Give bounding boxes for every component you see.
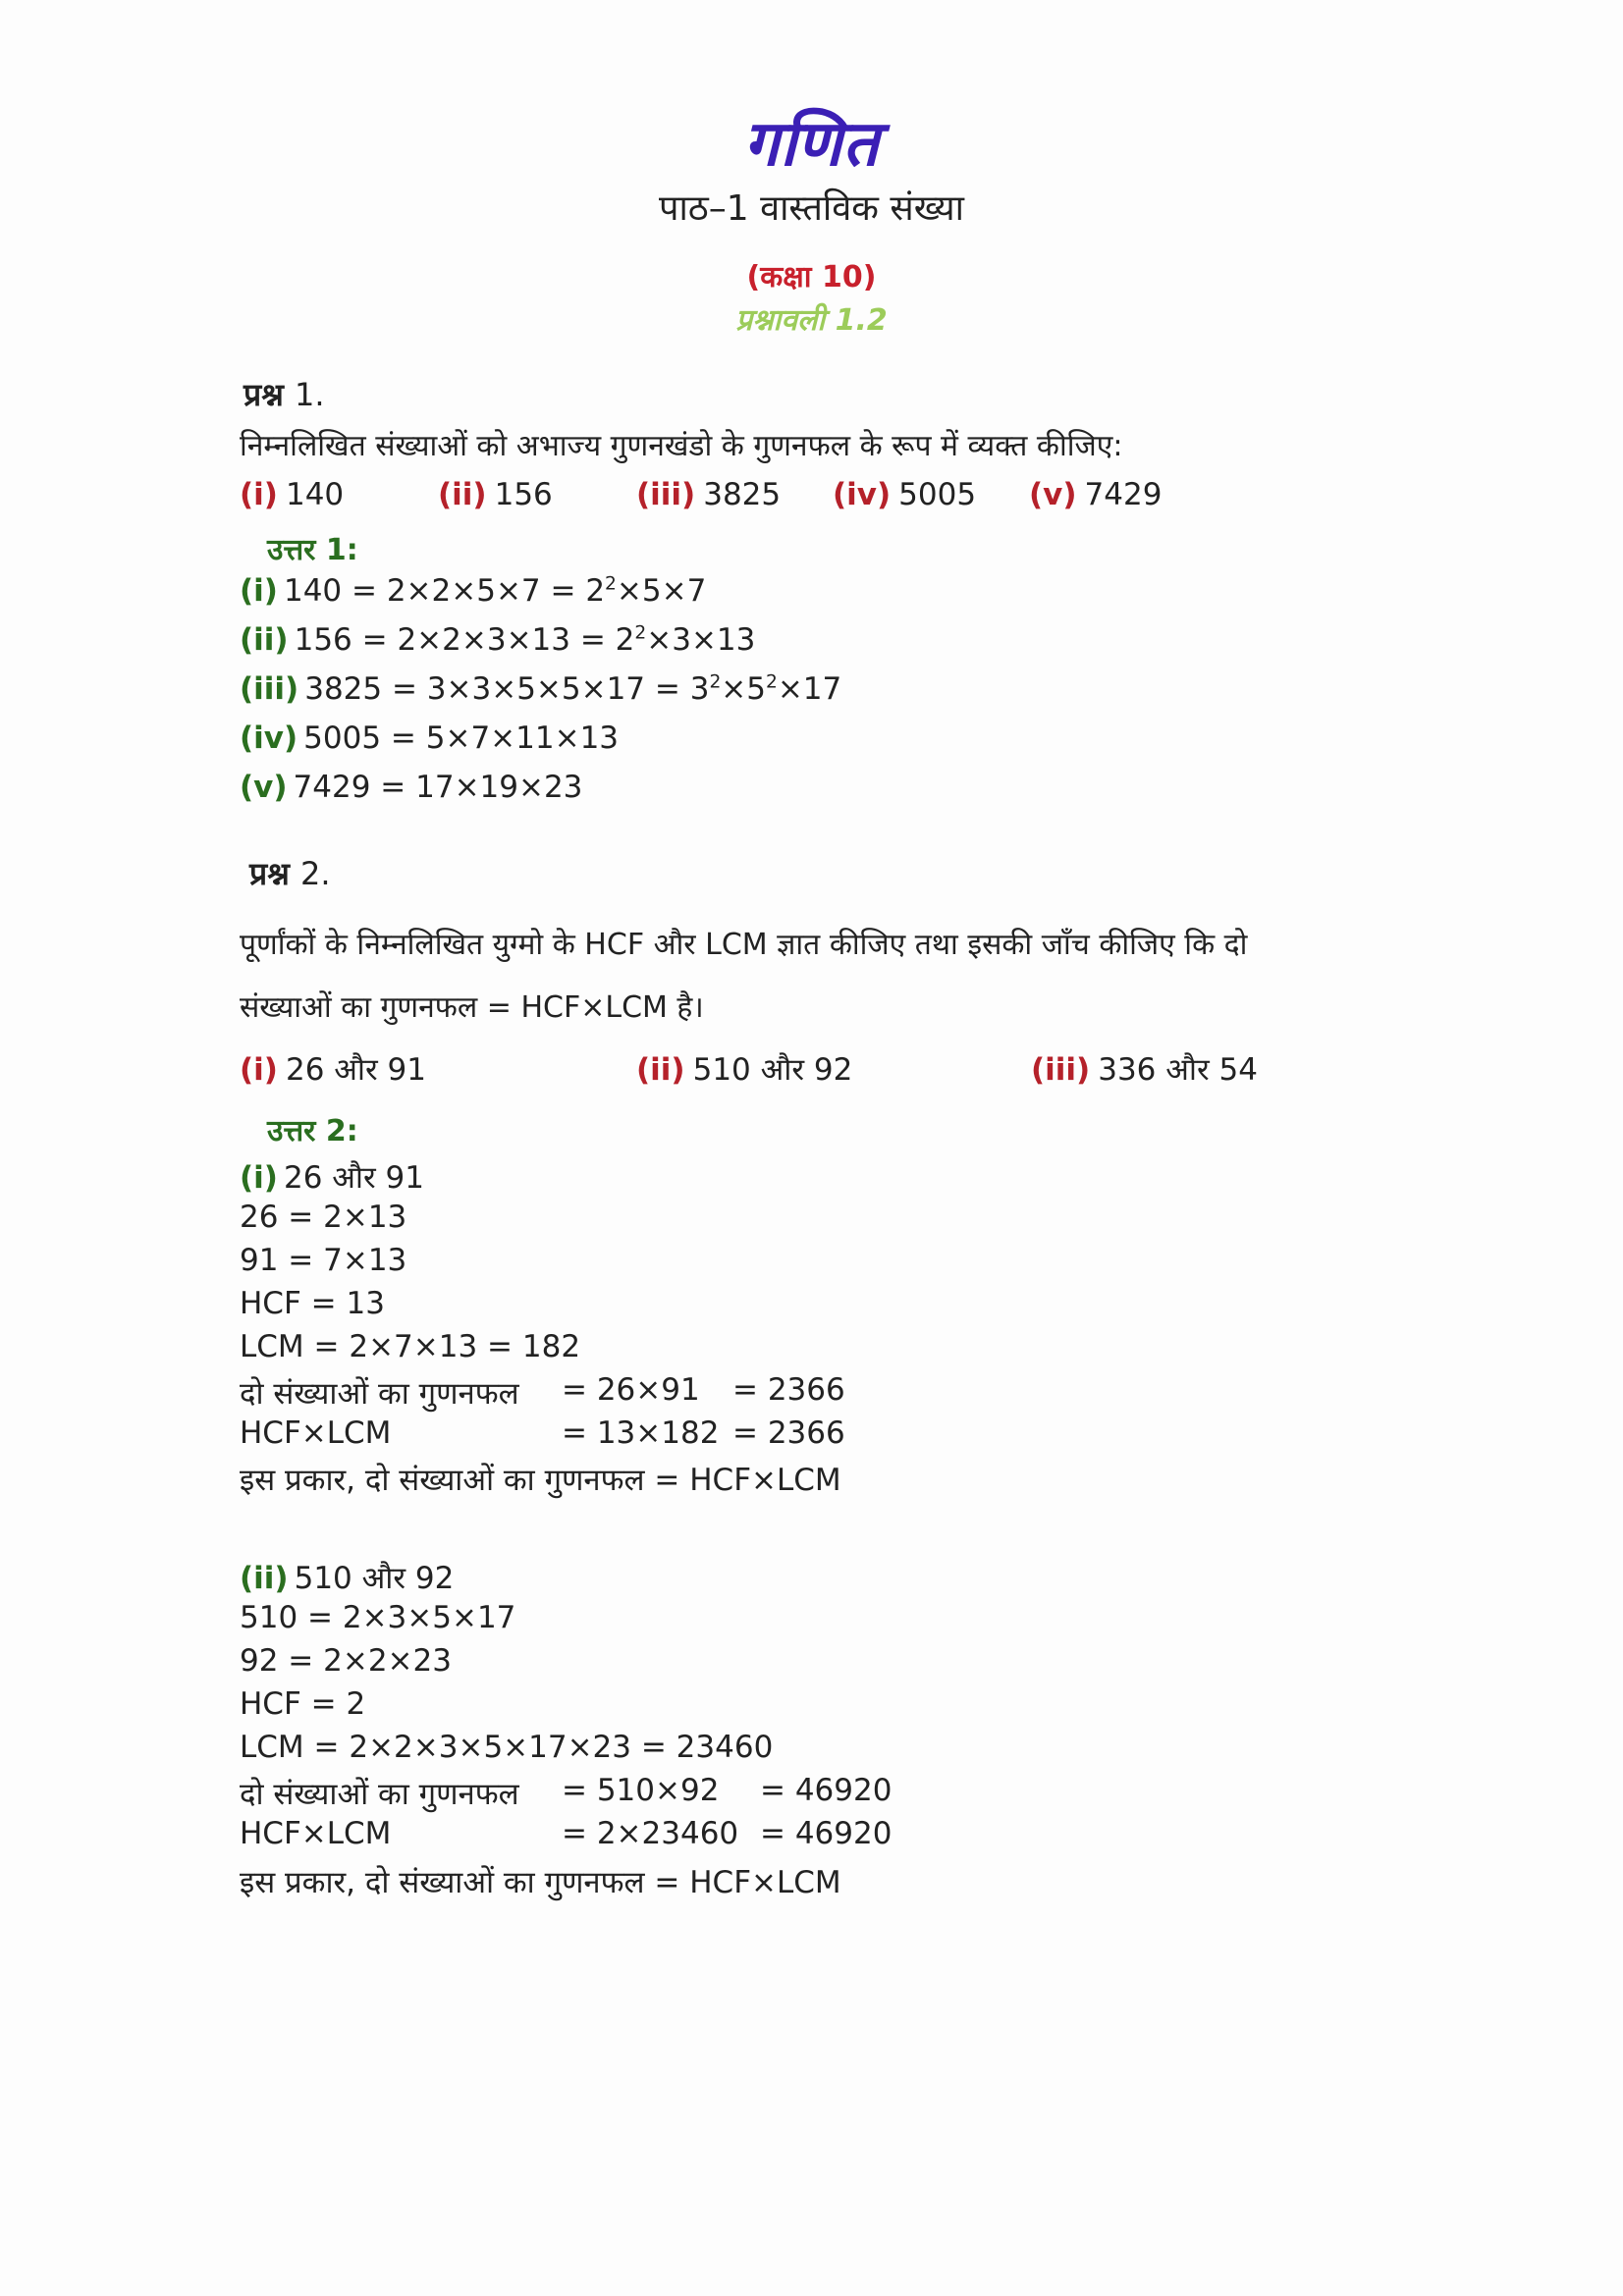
conclusion-line: इस प्रकार, दो संख्याओं का गुणनफल = HCF×LCM bbox=[240, 1865, 841, 1900]
hcf-lcm-result: = 2366 bbox=[732, 1415, 845, 1451]
option-value: 140 bbox=[285, 477, 345, 512]
option-label: (v) bbox=[1029, 477, 1077, 512]
option-value: 336 और 54 bbox=[1098, 1052, 1258, 1088]
answer-text: 156 = 2×2×3×13 = 2 bbox=[294, 622, 635, 658]
answer-label: (ii) bbox=[240, 1561, 289, 1596]
answer-line bbox=[240, 671, 841, 707]
product-expression: = 510×92 bbox=[562, 1773, 720, 1808]
calc-line: 26 = 2×13 bbox=[240, 1200, 407, 1235]
answer-label: (i) bbox=[240, 573, 278, 609]
hcf-lcm-expression: = 2×23460 bbox=[562, 1816, 739, 1851]
calc-line: LCM = 2×7×13 = 182 bbox=[240, 1329, 581, 1364]
calc-line: 91 = 7×13 bbox=[240, 1243, 407, 1278]
calc-line: 510 = 2×3×5×17 bbox=[240, 1600, 516, 1635]
hcf-lcm-label: HCF×LCM bbox=[240, 1816, 392, 1851]
calc-line: HCF = 2 bbox=[240, 1686, 366, 1722]
product-label: दो संख्याओं का गुणनफल bbox=[240, 1376, 519, 1412]
part-title-text: 510 और 92 bbox=[294, 1561, 455, 1596]
answer-text: ×3×13 bbox=[646, 622, 756, 658]
option-value: 5005 bbox=[898, 477, 977, 512]
question-2-text-line1: पूर्णांकों के निम्नलिखित युग्मो के HCF और LCM ज्ञात कीजिए तथा इसकी जाँच कीजिए कि दो bbox=[240, 928, 1248, 962]
exponent: 2 bbox=[765, 671, 778, 693]
option-value: 156 bbox=[494, 477, 553, 512]
question-1-option bbox=[833, 477, 976, 512]
answer-line bbox=[240, 573, 706, 609]
question-number: 1. bbox=[294, 376, 325, 413]
question-2-option bbox=[1031, 1048, 1258, 1090]
hcf-lcm-expression: = 13×182 bbox=[562, 1415, 720, 1451]
conclusion-line: इस प्रकार, दो संख्याओं का गुणनफल = HCF×LCM bbox=[240, 1463, 841, 1498]
answer-1-heading: उत्तर 1: bbox=[267, 533, 358, 567]
product-result: = 2366 bbox=[732, 1372, 845, 1408]
product-line bbox=[240, 1372, 519, 1414]
subject-title: गणित bbox=[743, 108, 880, 181]
option-label: (i) bbox=[240, 477, 278, 512]
answer-label: (v) bbox=[240, 770, 288, 805]
answer-line bbox=[240, 622, 755, 658]
exercise-label: प्रश्नावली 1.2 bbox=[735, 303, 888, 338]
answer-label: (ii) bbox=[240, 622, 289, 658]
calc-line: HCF = 13 bbox=[240, 1286, 385, 1321]
answer-text: ×5 bbox=[721, 671, 766, 707]
option-label: (iv) bbox=[833, 477, 892, 512]
question-2-heading bbox=[249, 852, 331, 894]
part-ii-title bbox=[240, 1557, 454, 1598]
answer-text: 5005 = 5×7×11×13 bbox=[303, 721, 620, 756]
question-label: प्रश्न bbox=[249, 855, 290, 892]
option-value: 26 और 91 bbox=[285, 1052, 426, 1088]
question-label: प्रश्न bbox=[243, 376, 284, 413]
question-1-option bbox=[438, 477, 553, 512]
exponent: 2 bbox=[709, 671, 722, 693]
question-2-option bbox=[240, 1048, 426, 1090]
question-1-text: निम्नलिखित संख्याओं को अभाज्य गुणनखंडो के गुणनफल के रूप में व्यक्त कीजिए: bbox=[240, 429, 1123, 463]
exponent: 2 bbox=[605, 573, 617, 595]
option-label: (ii) bbox=[636, 1052, 685, 1088]
answer-text: 7429 = 17×19×23 bbox=[293, 770, 583, 805]
answer-text: ×5×7 bbox=[616, 573, 707, 609]
option-label: (iii) bbox=[636, 477, 696, 512]
option-value: 3825 bbox=[703, 477, 782, 512]
answer-text: ×17 bbox=[777, 671, 842, 707]
part-title-text: 26 और 91 bbox=[283, 1160, 424, 1196]
product-label: दो संख्याओं का गुणनफल bbox=[240, 1777, 519, 1812]
calc-line: 92 = 2×2×23 bbox=[240, 1643, 452, 1679]
class-label: (कक्षा 10) bbox=[746, 260, 877, 294]
question-2-option bbox=[636, 1048, 852, 1090]
question-1-option bbox=[1029, 477, 1162, 512]
answer-label: (iii) bbox=[240, 671, 299, 707]
question-1-option bbox=[240, 477, 344, 512]
question-1-option bbox=[636, 477, 781, 512]
option-value: 510 और 92 bbox=[692, 1052, 853, 1088]
answer-label: (i) bbox=[240, 1160, 278, 1196]
option-value: 7429 bbox=[1084, 477, 1163, 512]
option-label: (ii) bbox=[438, 477, 487, 512]
product-result: = 46920 bbox=[760, 1773, 893, 1808]
product-expression: = 26×91 bbox=[562, 1372, 700, 1408]
answer-label: (iv) bbox=[240, 721, 298, 756]
answer-line bbox=[240, 721, 619, 756]
question-number: 2. bbox=[299, 855, 331, 892]
answer-2-heading: उत्तर 2: bbox=[267, 1114, 358, 1148]
answer-text: 140 = 2×2×5×7 = 2 bbox=[283, 573, 606, 609]
hcf-lcm-result: = 46920 bbox=[760, 1816, 893, 1851]
question-2-text-line2: संख्याओं का गुणनफल = HCF×LCM है। bbox=[240, 990, 704, 1025]
part-i-title bbox=[240, 1156, 424, 1198]
answer-line bbox=[240, 770, 582, 805]
chapter-title: पाठ–1 वास्तविक संख्या bbox=[659, 188, 964, 229]
question-1-heading bbox=[243, 373, 325, 415]
calc-line: LCM = 2×2×3×5×17×23 = 23460 bbox=[240, 1730, 774, 1765]
answer-text: 3825 = 3×3×5×5×17 = 3 bbox=[304, 671, 710, 707]
exponent: 2 bbox=[634, 622, 647, 644]
option-label: (i) bbox=[240, 1052, 278, 1088]
hcf-lcm-label: HCF×LCM bbox=[240, 1415, 392, 1451]
option-label: (iii) bbox=[1031, 1052, 1091, 1088]
